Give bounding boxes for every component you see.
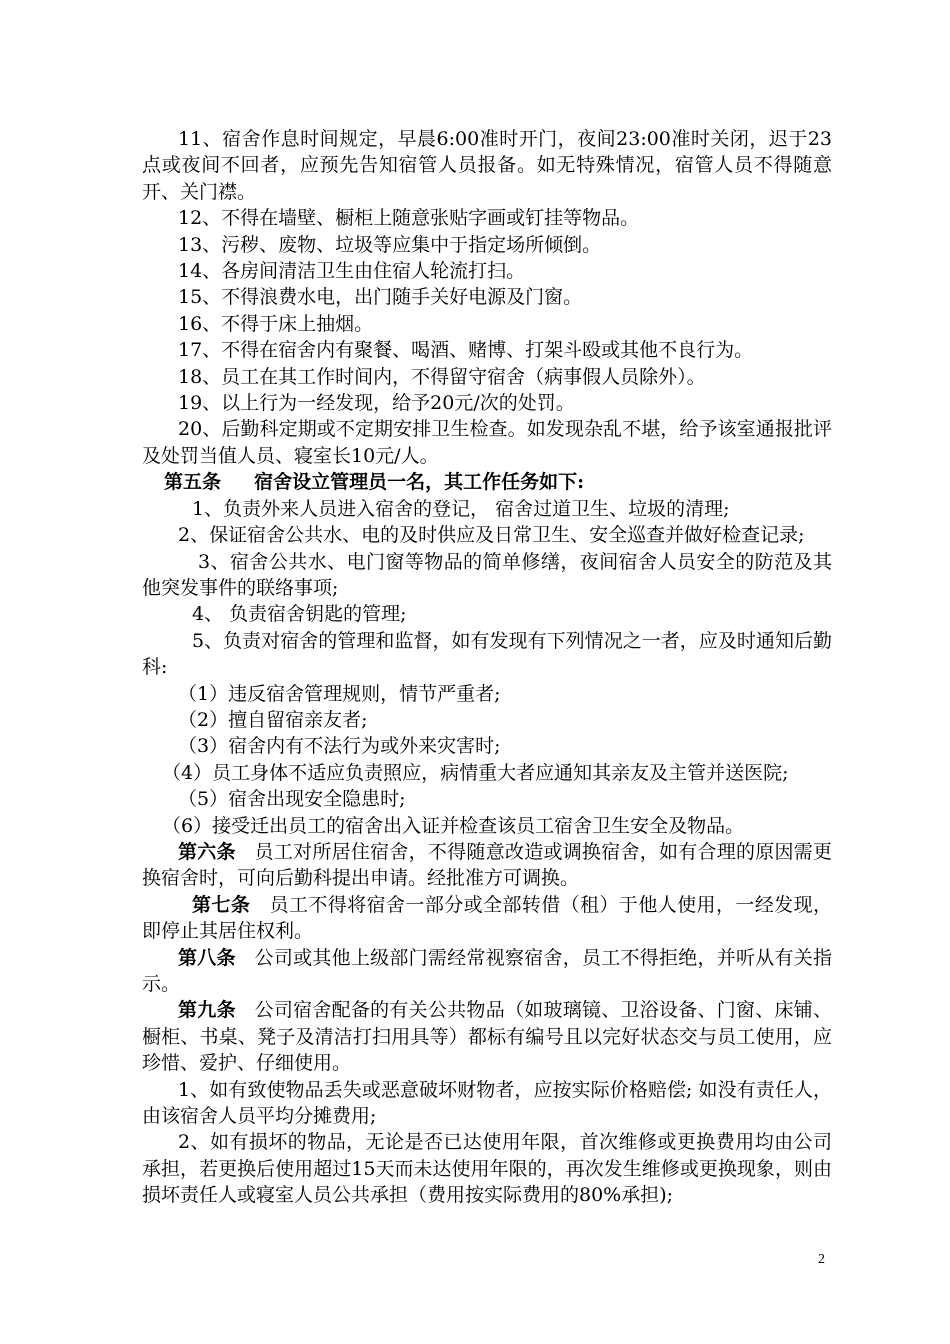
rule-12: 12、不得在墙壁、橱柜上随意张贴字画或钉挂等物品。 — [178, 207, 640, 230]
rule-13: 13、污秽、废物、垃圾等应集中于指定场所倾倒。 — [178, 233, 602, 256]
rule-18: 18、员工在其工作时间内，不得留守宿舍（病事假人员除外）。 — [178, 365, 706, 388]
rule-17: 17、不得在宿舍内有聚餐、喝酒、赌博、打架斗殴或其他不良行为。 — [178, 339, 754, 362]
duty-2: 2、保证宿舍公共水、电的及时供应及日常卫生、安全巡查并做好检查记录; — [178, 524, 805, 547]
article-6-text: 员工对所居住宿舍，不得随意改造或调换宿舍，如有合理的原因需更换宿舍时，可向后勤科提出申请。经批准方可调换。 — [142, 840, 832, 890]
article-9-label: 第九条 — [178, 999, 236, 1022]
compensation-1: 1、如有致使物品丢失或恶意破坏财物者，应按实际价格赔偿; 如没有责任人，由该宿舍人员平均分摊费用; — [142, 1078, 832, 1128]
rule-16: 16、不得于床上抽烟。 — [178, 312, 374, 335]
article-5-heading — [142, 469, 832, 495]
article-8-label: 第八条 — [178, 946, 236, 969]
document-body — [142, 126, 832, 1209]
article-8-text: 公司或其他上级部门需经常视察宿舍，员工不得拒绝，并听从有关指示。 — [142, 946, 832, 995]
page-number: 2 — [818, 1252, 825, 1267]
situation-4: （4）员工身体不适应负责照应，病情重大者应通知其亲友及主管并送医院; — [162, 761, 789, 784]
article-6-label: 第六条 — [178, 840, 236, 863]
article-6 — [142, 839, 832, 892]
situation-1: （1）违反宿舍管理规则，情节严重者; — [178, 682, 501, 705]
duty-3: 3、宿舍公共水、电门窗等物品的简单修缮，夜间宿舍人员安全的防范及其他突发事件的联络事项; — [142, 550, 832, 599]
article-5-label: 第五条 — [164, 471, 222, 494]
article-7 — [142, 892, 832, 945]
compensation-2: 2、如有损坏的物品，无论是否已达使用年限，首次维修或更换费用均由公司承担，若更换后使用超过15天而未达使用年限的，再次发生维修或更换现象，则由损坏责任人或寝室人员公共承担（费用按实际费用的80%承担); — [142, 1131, 832, 1207]
duty-4: 4、 负责宿舍钥匙的管理; — [192, 603, 407, 626]
article-7-label: 第七条 — [192, 893, 251, 916]
article-9-text: 公司宿舍配备的有关公共物品（如玻璃镜、卫浴设备、门窗、床铺、橱柜、书桌、凳子及清洁打扫用具等）都标有编号且以完好状态交与员工使用，应珍惜、爱护、仔细使用。 — [142, 999, 832, 1075]
situation-3: （3）宿舍内有不法行为或外来灾害时; — [178, 735, 501, 758]
duty-5: 5、负责对宿舍的管理和监督，如有发现有下列情况之一者，应及时通知后勤科: — [142, 629, 832, 679]
rule-14: 14、各房间清洁卫生由住宿人轮流打扫。 — [178, 260, 526, 283]
rule-15: 15、不得浪费水电，出门随手关好电源及门窗。 — [178, 286, 583, 309]
article-8 — [142, 945, 832, 998]
rule-11: 11、宿舍作息时间规定，早晨6:00准时开门，夜间23:00准时关闭，迟于23点或夜间不回者，应预先告知宿管人员报备。如无特殊情况，宿管人员不得随意开、关门襟。 — [142, 128, 832, 203]
rule-20: 20、后勤科定期或不定期安排卫生检查。如发现杂乱不堪，给予该室通报批评及处罚当值人员、寝室长10元/人。 — [142, 418, 832, 467]
situation-5: （5）宿舍出现安全隐患时; — [178, 788, 406, 811]
rule-19: 19、以上行为一经发现，给予20元/次的处罚。 — [178, 392, 575, 415]
situation-6: （6）接受迁出员工的宿舍出入证并检查该员工宿舍卫生安全及物品。 — [162, 814, 745, 837]
article-5-text: 宿舍设立管理员一名，其工作任务如下: — [254, 471, 585, 494]
article-7-text: 员工不得将宿舍一部分或全部转借（租）于他人使用，一经发现，即停止其居住权利。 — [142, 893, 832, 943]
article-9 — [142, 997, 832, 1076]
situation-2: （2）擅自留宿亲友者; — [178, 708, 368, 731]
duty-1: 1、负责外来人员进入宿舍的登记， 宿舍过道卫生、垃圾的清理; — [192, 497, 730, 520]
